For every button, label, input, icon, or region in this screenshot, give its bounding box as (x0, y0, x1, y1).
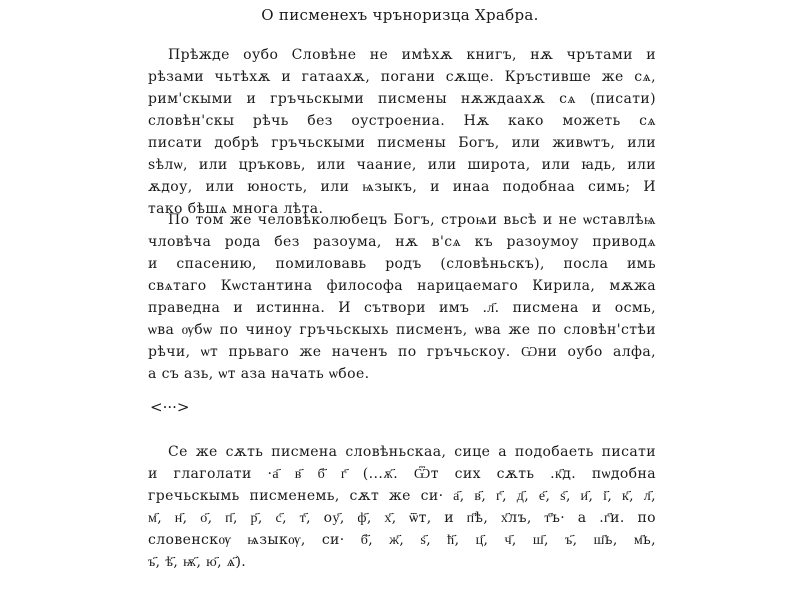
text-line: и спасению, помиловавь родъ (словѣньскъ), посла имь (148, 256, 656, 272)
text-line: словѣн'скы рѣчь без оустроениа. Нѫ како можеть сѧ (148, 113, 656, 129)
text-line: праведна и истинна. И сътвори имъ .л҃. писмена и осмь, (148, 300, 656, 316)
text-line: словенскѹ ѩзыкѹ, си· б҃, ж҃, ѕ҃, ћ҃, ц҃, ч҃, ш҃, ъ҃, ш҃ь, м҃ь, (148, 532, 656, 548)
text-line: ѫдоу, или юность, или ѩзыкъ, и инаа подобнаа симь; И (148, 179, 656, 195)
text-line: По том же человѣколюбецъ Богъ, строѩи вьсѣ и не ѡставлѣѩ (168, 212, 656, 228)
text-line: писати добрѣ гръчьскыми писмены Богъ, или живѡтъ, или (148, 135, 656, 151)
text-line: м҃, н҃, о҃, п҃, р҃, с҃, т҃, оу҃, ф҃, х҃, ѿт, и п҃ѣ, х҃лъ, т҃ъ· а .г҃и. по (148, 510, 656, 526)
paragraph-3 (148, 441, 656, 573)
text-line: ѡва ѹбѡ по чиноу гръчьскыхь писменъ, ѡва же по словѣн'стѣи (148, 322, 656, 338)
text-line: тако бѣшѧ многа лѣта. (148, 201, 324, 217)
text-line: гречьскымь писменемь, сѫт же си· а҃, в҃, г҃, д҃, е҃, ѕ҃, и҃, і҃, к҃, л҃, (148, 488, 656, 504)
text-line: Прѣжде оубо Словѣне не имѣхѫ книгъ, нѫ чрътами и (168, 47, 656, 63)
text-line: Се же сѫть писмена словѣньскаа, сице а подобаеть писати (168, 444, 656, 460)
text-line: рим'скыми и гръчьскыми писмены нѫждаахѫ сѧ (писати) (148, 91, 656, 107)
text-line: ѕѣлѡ, или цръковь, или чаание, или широта, или ꙗдь, или (148, 157, 656, 173)
text-line: рѣчи, ѡт прьваго же наченъ по гръчьскоу. Ѡни оубо алфа, (148, 344, 656, 360)
paragraph-2 (148, 209, 656, 385)
text-line: и глаголати ·а҃ в҃ б҃ г҃ (...ѫ҃. Ѿт сих сѫть .к҃д. пѡдобна (148, 466, 656, 482)
text-line: рѣзами чьтѣхѫ и гатаахѫ, погани сѫще. Кръстивше же сѧ, (148, 69, 656, 85)
paragraph-1 (148, 44, 656, 220)
text-line: свѧтаго Кѡстантина философа нарицаемаго Кирила, мѫжа (148, 278, 656, 294)
text-line: чловѣча рода без разоума, нѫ в'сѧ къ разоумоу приводѧ (148, 234, 656, 250)
text-line: а съ азь, ѡт аза начать ѡбое. (148, 366, 370, 382)
omission-marker: <···> (150, 398, 190, 416)
text-line: ъ҃, ѣ҃, ѭ҃, ю҃, ѧ҃). (148, 554, 247, 570)
document-title: О писменехъ чрънoризца Храбра. (261, 6, 539, 24)
